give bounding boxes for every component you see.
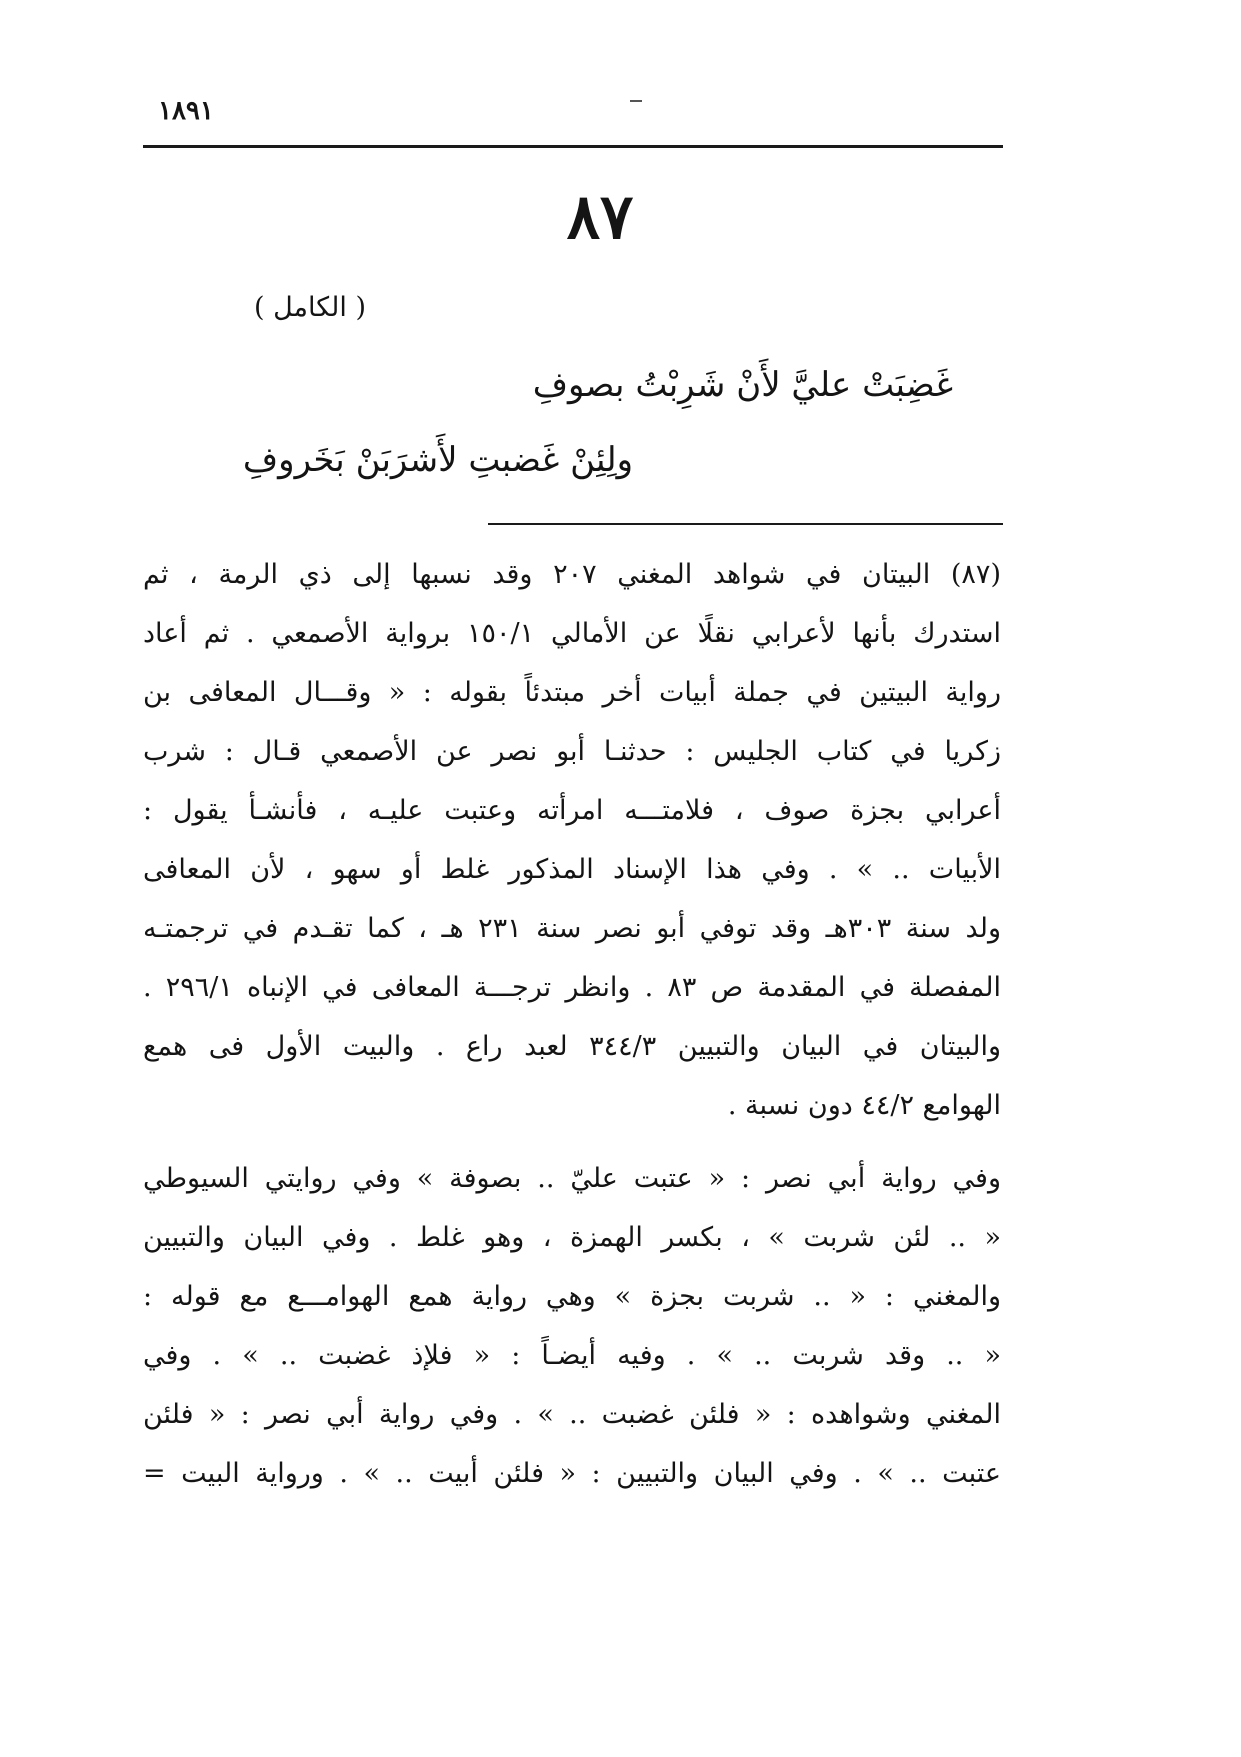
note-line: الأبيات .. » . وفي هذا الإسناد المذكور غلط أو سهو ، لأن المعافى — [143, 854, 1001, 885]
note-line: رواية البيتين في جملة أبيات أخر مبتدئاً بقوله : « وقـــال المعافى بن — [143, 677, 1001, 708]
note-line: المفصلة في المقدمة ص ٨٣ . وانظر ترجـــة المعافى في الإنباه ٢٩٦/١ . — [143, 972, 1001, 1003]
header-mark — [630, 100, 642, 102]
header-rule — [143, 145, 1003, 148]
note-line: والمغني : « .. شربت بجزة » وهي رواية همع الهوامـــع مع قوله : — [143, 1281, 1001, 1312]
note-line: زكريا في كتاب الجليس : حدثنـا أبو نصر عن الأصمعي قـال : شرب — [143, 736, 1001, 767]
note-line: استدرك بأنها لأعرابي نقلًا عن الأمالي ١٥٠/١ برواية الأصمعي . ثم أعاد — [143, 618, 1001, 649]
note-line: « .. لئن شربت » ، بكسر الهمزة ، وهو غلط . وفي البيان والتبيين — [143, 1222, 1001, 1253]
note-line: وفي رواية أبي نصر : « عتبت عليّ .. بصوفة » وفي روايتي السيوطي — [143, 1163, 1001, 1194]
note-line: ولد سنة ٣٠٣هـ وقد توفي أبو نصر سنة ٢٣١ هـ ، كما تقـدم في ترجمتـه — [143, 913, 1001, 944]
paragraph-gap — [143, 1135, 1001, 1149]
verse-line-2: ولِئِنْ غَضبتِ لأَشرَبَنْ بَخَروفِ — [242, 440, 633, 480]
note-line: « .. وقد شربت .. » . وفيه أيضـاً : « فلإذ غضبت .. » . وفي — [143, 1340, 1001, 1371]
note-line: أعرابي بجزة صوف ، فلامتـــه امرأته وعتبت عليـه ، فأنشـأ يقول : — [143, 795, 1001, 826]
meter-label: ( الكامل ) — [253, 292, 366, 323]
notes-paragraph-2 — [143, 1149, 1001, 1503]
notes-section — [143, 545, 1001, 1503]
note-line: والبيتان في البيان والتبيين ٣٤٤/٣ لعبد راع . والبيت الأول فى همع — [143, 1031, 1001, 1062]
verse-line-1: غَضِبَتْ عليَّ لأَنْ شَرِبْتُ بصوفِ — [532, 365, 953, 405]
notes-paragraph-1 — [143, 545, 1001, 1135]
page-number: ١٨٩١ — [158, 96, 214, 126]
note-line: (٨٧) البيتان في شواهد المغني ٢٠٧ وقد نسبها إلى ذي الرمة ، ثم — [143, 559, 1001, 590]
section-rule — [488, 523, 1003, 525]
note-line: المغني وشواهده : « فلئن غضبت .. » . وفي رواية أبي نصر : « فلئن — [143, 1399, 1001, 1430]
poem-number: ٨٧ — [566, 180, 634, 253]
note-line: عتبت .. » . وفي البيان والتبيين : « فلئن أبيت .. » . ورواية البيت = — [143, 1458, 1001, 1489]
note-line: الهوامع ٤٤/٢ دون نسبة . — [727, 1090, 1001, 1121]
